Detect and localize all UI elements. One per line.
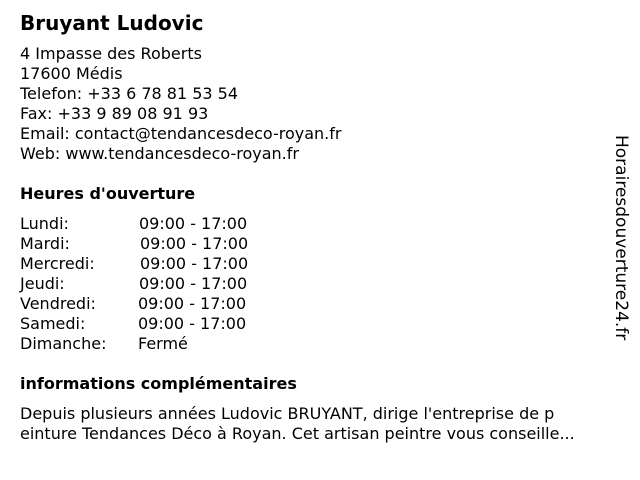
day-label: Samedi: <box>20 314 86 333</box>
hours-row-thursday <box>20 274 280 294</box>
hours-row-sunday <box>20 334 280 354</box>
description-line-1: Depuis plusieurs années Ludovic BRUYANT, dirige l'entreprise de p <box>20 404 555 423</box>
street-address: 4 Impasse des Roberts <box>20 44 202 63</box>
time-value: 09:00 - 17:00 <box>139 214 248 233</box>
day-label: Lundi: <box>20 214 69 233</box>
day-label: Mercredi: <box>20 254 95 273</box>
hours-row-tuesday <box>20 234 280 254</box>
day-label: Jeudi: <box>20 274 65 293</box>
time-value: 09:00 - 17:00 <box>138 294 247 313</box>
fax-number: Fax: +33 9 89 08 91 93 <box>20 104 209 123</box>
email-address: Email: contact@tendancesdeco-royan.fr <box>20 124 342 143</box>
info-heading: informations complémentaires <box>20 374 297 393</box>
time-value: 09:00 - 17:00 <box>138 314 247 333</box>
hours-row-monday <box>20 214 280 234</box>
phone-number: Telefon: +33 6 78 81 53 54 <box>20 84 239 103</box>
time-value: 09:00 - 17:00 <box>139 274 248 293</box>
site-watermark: Horairesdouverture24.fr <box>611 135 631 341</box>
opening-hours-list <box>20 214 280 354</box>
day-label: Vendredi: <box>20 294 96 313</box>
hours-row-friday <box>20 294 280 314</box>
hours-heading: Heures d'ouverture <box>20 184 196 203</box>
time-value: 09:00 - 17:00 <box>140 254 249 273</box>
business-name: Bruyant Ludovic <box>20 11 204 35</box>
description-line-2: einture Tendances Déco à Royan. Cet artisan peintre vous conseille... <box>20 424 575 443</box>
description-text <box>20 404 575 444</box>
hours-row-wednesday <box>20 254 280 274</box>
day-label: Dimanche: <box>20 334 107 353</box>
time-value: 09:00 - 17:00 <box>140 234 249 253</box>
hours-row-saturday <box>20 314 280 334</box>
address-block <box>20 44 341 164</box>
time-value: Fermé <box>138 334 188 353</box>
day-label: Mardi: <box>20 234 70 253</box>
city-postcode: 17600 Médis <box>20 64 123 83</box>
website-url: Web: www.tendancesdeco-royan.fr <box>20 144 299 163</box>
